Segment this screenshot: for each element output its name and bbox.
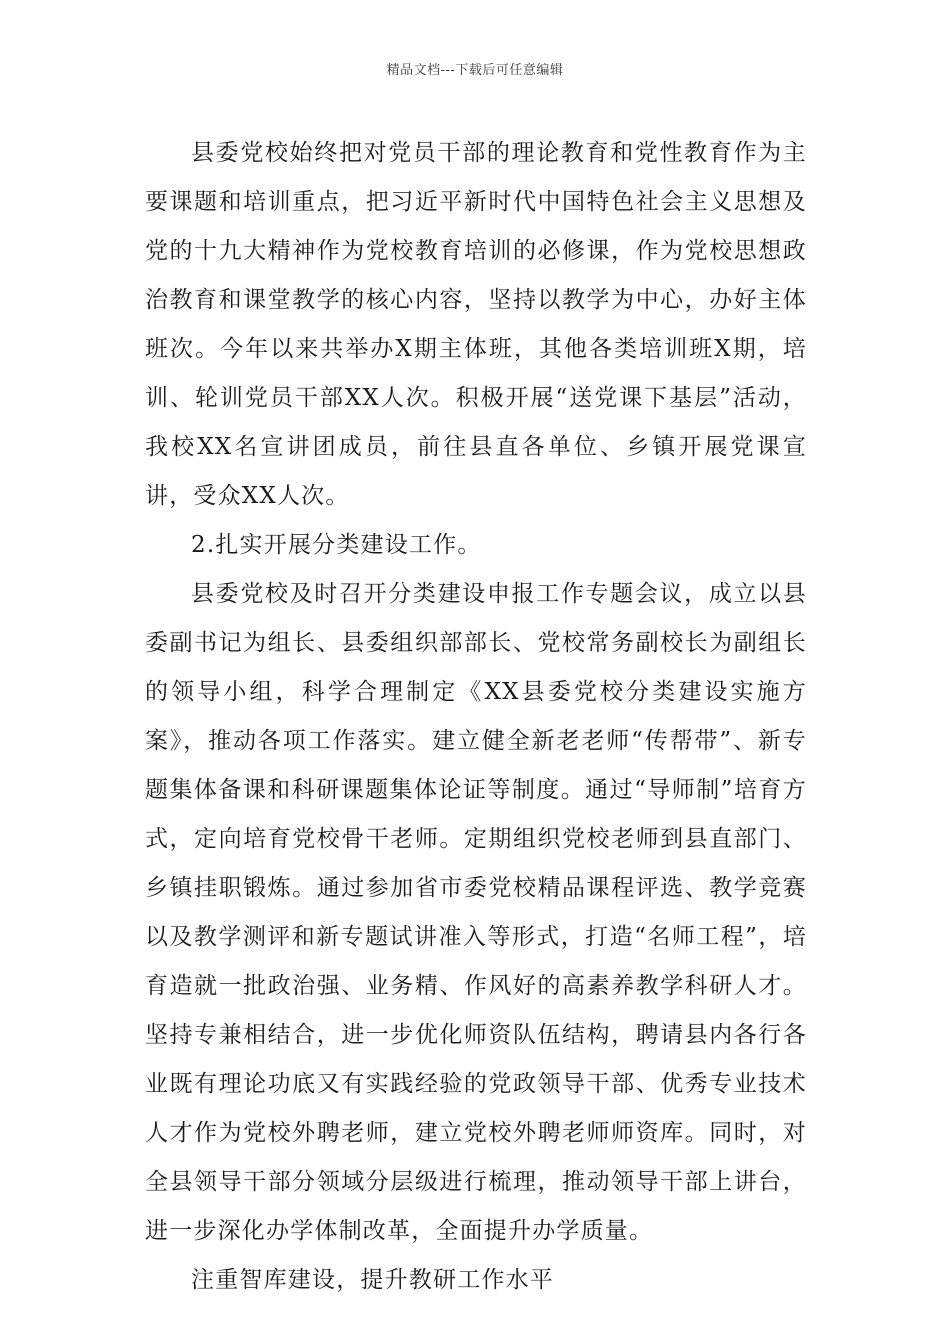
section-heading-think-tank: 注重智库建设，提升教研工作水平 xyxy=(191,1267,554,1293)
paragraph-classification-work: 县委党校及时召开分类建设申报工作专题会议，成立以县委副书记为组长、县委组织部部长、党校常务副校长为副组长的领导小组，科学合理制定《XX县委党校分类建设实施方案》，推动各项工作落实。建立健全新老老师“传帮带”、新专题集体备课和科研课题集体论证等制度。通过“导师制”培育方式，定向培育党校骨干老师。定期组织党校老师到县直部门、乡镇挂职锻炼。通过参加省市委党校精品课程评选、教学竞赛以及教学测评和新专题试讲准入等形式，打造“名师工程”，培育造就一批政治强、业务精、作风好的高素养教学科研人才。坚持专兼相结合，进一步优化师资队伍结构，聘请县内各行各业既有理论功底又有实践经验的党政领导干部、优秀专业技术人才作为党校外聘老师，建立党校外聘老师师资库。同时，对全县领导干部分领域分层级进行梳理，推动领导干部上讲台，进一步深化办学体制改革，全面提升办学质量。 xyxy=(145,581,807,1244)
paragraph-party-school-education: 县委党校始终把对党员干部的理论教育和党性教育作为主要课题和培训重点，把习近平新时代中国特色社会主义思想及党的十九大精神作为党校教育培训的必修课，作为党校思想政治教育和课堂教学的核心内容，坚持以教学为中心，办好主体班次。今年以来共举办X期主体班，其他各类培训班X期，培训、轮训党员干部XX人次。积极开展“送党课下基层”活动，我校XX名宣讲团成员，前往县直各单位、乡镇开展党课宣讲，受众XX人次。 xyxy=(145,140,807,509)
page-header: 精品文档---下载后可任意编辑 xyxy=(386,63,564,78)
section-heading-classification: 2.扎实开展分类建设工作。 xyxy=(191,532,482,558)
document-body xyxy=(145,129,807,1305)
